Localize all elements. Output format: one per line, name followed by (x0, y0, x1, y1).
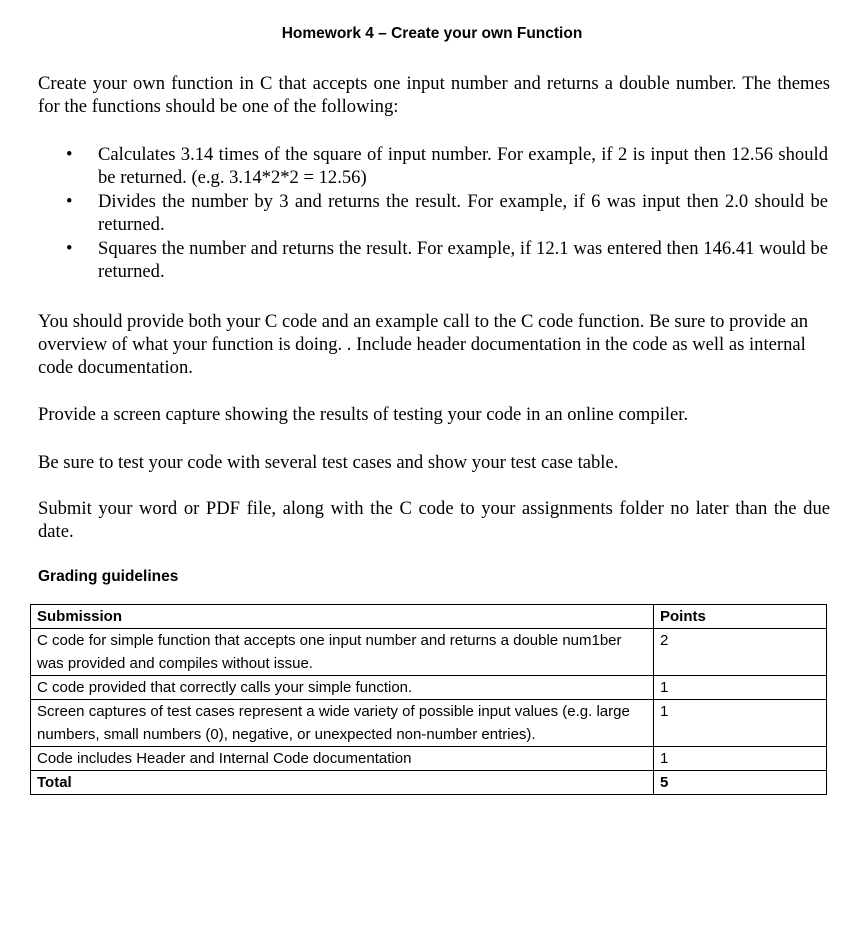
grading-table (30, 604, 827, 795)
list-item-text: Squares the number and returns the result. For example, if 12.1 was entered then 146.41 would be returned. (98, 238, 828, 282)
table-row (31, 629, 827, 676)
table-row (31, 700, 827, 747)
column-header-points: Points (654, 605, 827, 629)
total-points: 5 (654, 771, 827, 795)
table-header-row (31, 605, 827, 629)
points-cell: 1 (654, 747, 827, 771)
points-cell: 1 (654, 676, 827, 700)
list-item-text: Divides the number by 3 and returns the result. For example, if 6 was input then 2.0 should be returned. (98, 191, 828, 235)
screen-capture-paragraph: Provide a screen capture showing the results of testing your code in an online compiler. (38, 404, 689, 425)
bullet-icon: • (66, 191, 73, 212)
list-item (0, 237, 828, 283)
table-row (31, 747, 827, 771)
bullet-icon: • (66, 144, 73, 165)
column-header-submission: Submission (31, 605, 654, 629)
list-item (0, 143, 828, 189)
submission-cell: C code for simple function that accepts one input number and returns a double num1ber was provided and compiles without issue. (31, 629, 654, 676)
grading-heading: Grading guidelines (38, 568, 179, 585)
list-item-text: Calculates 3.14 times of the square of input number. For example, if 2 is input then 12.56 should be returned. (e.g. 3.14*2*2 = 12.56) (98, 144, 828, 188)
submission-cell: C code provided that correctly calls your simple function. (31, 676, 654, 700)
code-requirements-paragraph: You should provide both your C code and an example call to the C code function. Be sure to provide an overview of what your function is doing. . Include header documentation in the code as well as internal code documentation. (38, 311, 809, 378)
intro-paragraph: Create your own function in C that accepts one input number and returns a double number. The themes for the functions should be one of the following: (38, 73, 830, 117)
test-cases-paragraph: Be sure to test your code with several test cases and show your test case table. (38, 452, 619, 473)
submission-cell: Screen captures of test cases represent a wide variety of possible input values (e.g. large numbers, small numbers (0), negative, or unexpected non-number entries). (31, 700, 654, 747)
theme-list (0, 143, 864, 284)
table-row (31, 676, 827, 700)
page-title: Homework 4 – Create your own Function (281, 25, 583, 42)
total-row (31, 771, 827, 795)
bullet-icon: • (66, 238, 73, 259)
points-cell: 2 (654, 629, 827, 676)
total-label: Total (31, 771, 654, 795)
submission-cell: Code includes Header and Internal Code documentation (31, 747, 654, 771)
list-item (0, 190, 828, 236)
submission-paragraph: Submit your word or PDF file, along with the C code to your assignments folder no later than the due date. (38, 498, 830, 542)
points-cell: 1 (654, 700, 827, 747)
